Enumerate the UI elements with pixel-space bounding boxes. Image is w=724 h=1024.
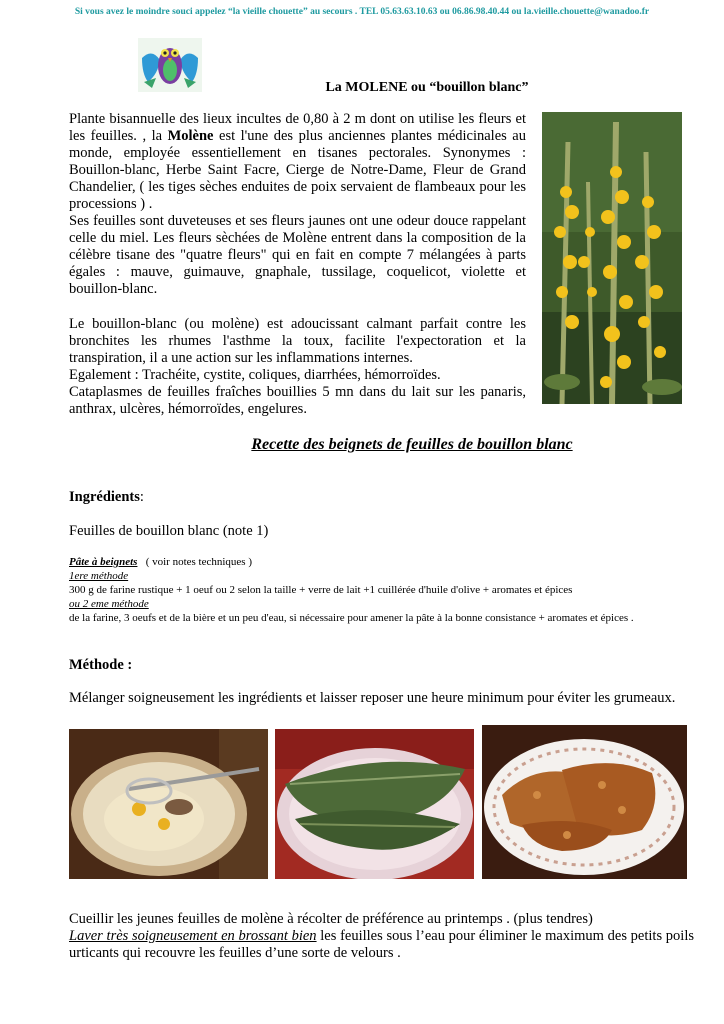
method2-label: ou 2 eme méthode xyxy=(69,598,149,610)
method1-label: 1ere méthode xyxy=(69,570,129,582)
intro-text-b: est l'une des plus anciennes plantes médicinales au monde, employée essentiellement en tisanes pectorales. Synonymes : Bouillon-blanc, Herbe Saint Facre, Cierge de Notre-Dame, Fleur de Grand Chandelier, ( les tiges sèches enduites de poix servaient de flambeaux pour les processions ) . xyxy=(69,128,526,212)
batter-label: Pâte à beignets xyxy=(69,556,138,568)
intro-properties: Le bouillon-blanc (ou molène) est adoucissant calmant parfait contre les bronchites les rhumes l'asthme la toux, facilite l'expectoration et la transpiration, il a une action sur les inflammations internes. xyxy=(69,316,526,366)
intro-cataplasmes: Cataplasmes de feuilles fraîches bouillies 5 mn dans du lait sur les panaris, anthrax, ulcères, hémorroïdes, engelures. xyxy=(69,384,526,417)
intro-text-c: Ses feuilles sont duveteuses et ses fleurs jaunes ont une odeur douce rappelant celle du miel. Les fleurs sèchées de Molène entrent dans la composition de la célèbre tisane des "quatre fleurs" qui en fait en compte 7 mélangées à parts égales : mauve, guimauve, gnaphale, tussilage, coquelicot, violette et bouillon-blanc. xyxy=(69,213,526,297)
header-contact-line: Si vous avez le moindre souci appelez “la vieille chouette” au secours . TEL 05.63.63.10.63 ou 06.86.98.40.44 ou la.vieille.chouette@wanadoo.fr xyxy=(74,7,650,17)
intro-paragraph-1 xyxy=(69,111,526,298)
harvest-line-1: Cueillir les jeunes feuilles de molène à récolter de préférence au printemps . (plus tendres) xyxy=(69,911,593,927)
wash-instruction-rest: les feuilles sous l’eau pour éliminer le maximum des petits poils urticants qui recouvre les feuilles d’une sorte de velours . xyxy=(69,928,694,961)
intro-indications: Egalement : Trachéite, cystite, coliques, diarrhées, hémorroïdes. xyxy=(69,367,441,383)
method-mix-text: Mélanger soigneusement les ingrédients et laisser reposer une heure minimum pour éviter les grumeaux. xyxy=(69,690,676,706)
fritters-plate-photo xyxy=(482,725,687,879)
intro-paragraph-2 xyxy=(69,316,526,418)
ingredients-colon: : xyxy=(139,489,144,505)
method-heading: Méthode : xyxy=(69,657,133,673)
harvest-instructions xyxy=(69,911,694,962)
ingredient-leaves: Feuilles de bouillon blanc (note 1) xyxy=(69,523,269,539)
leaves-plate-photo xyxy=(275,729,474,879)
page-title: La MOLENE ou “bouillon blanc” xyxy=(325,80,529,95)
method2-text: de la farine, 3 oeufs et de la bière et un peu d'eau, si nécessaire pour amener la pâte à la bonne consistance + aromates et épices . xyxy=(69,612,634,624)
batter-section xyxy=(69,555,694,625)
intro-text-a: Plante bisannuelle des lieux incultes de 0,80 à 2 m dont on utilise les fleurs et les feuilles. , la xyxy=(69,111,526,144)
batter-note: ( voir notes techniques ) xyxy=(137,556,252,568)
method1-text: 300 g de farine rustique + 1 oeuf ou 2 selon la taille + verre de lait +1 cuillérée d'huile d'olive + aromates et épices xyxy=(69,584,573,596)
recipe-title: Recette des beignets de feuilles de bouillon blanc xyxy=(251,436,573,453)
ingredients-heading xyxy=(69,489,144,506)
batter-bowl-photo xyxy=(69,729,268,879)
mullein-flower-photo xyxy=(542,112,682,404)
ingredients-heading-text: Ingrédients xyxy=(69,489,140,505)
intro-molene-bold: Molène xyxy=(167,128,214,144)
wash-instruction-emphasis: Laver très soigneusement en brossant bien xyxy=(69,928,317,944)
